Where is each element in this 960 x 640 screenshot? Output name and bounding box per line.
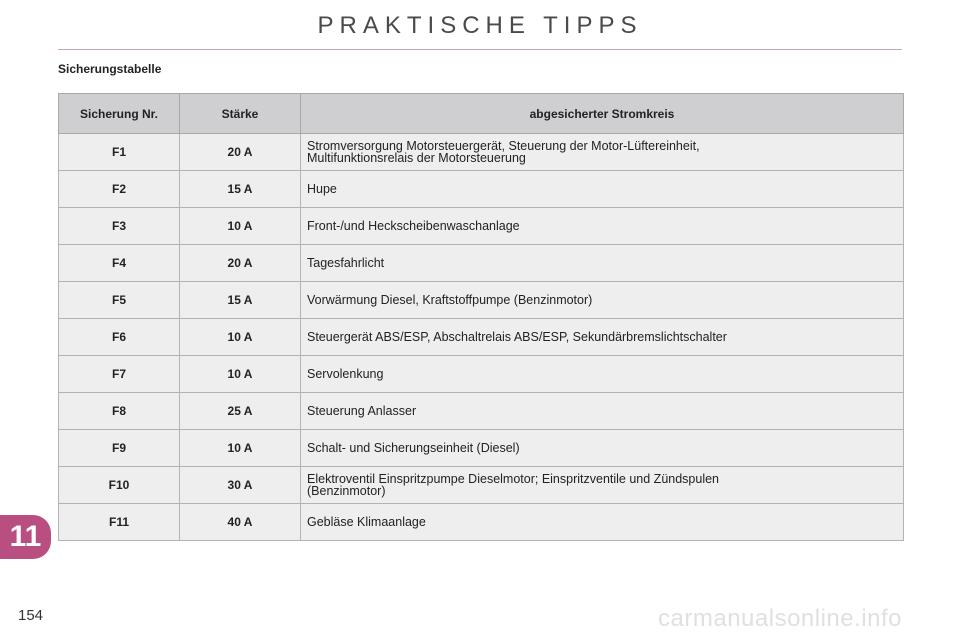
circuit-description-cell xyxy=(301,245,904,282)
circuit-description-line: Schalt- und Sicherungseinheit (Diesel) xyxy=(307,441,520,455)
circuit-description-line: Vorwärmung Diesel, Kraftstoffpumpe (Benzinmotor) xyxy=(307,293,593,307)
table-row xyxy=(59,393,904,430)
circuit-description-line: (Benzinmotor) xyxy=(307,484,386,498)
fuse-rating-cell: 20 A xyxy=(180,245,301,282)
circuit-description-cell xyxy=(301,134,904,171)
circuit-description-cell xyxy=(301,282,904,319)
fuse-rating-cell: 15 A xyxy=(180,282,301,319)
circuit-description-line: Hupe xyxy=(307,182,337,196)
page-number: 154 xyxy=(18,607,44,624)
circuit-description-cell xyxy=(301,171,904,208)
table-row xyxy=(59,356,904,393)
table-row xyxy=(59,245,904,282)
circuit-description-cell xyxy=(301,319,904,356)
page-title: PRAKTISCHE TIPPS xyxy=(317,12,643,39)
fuse-number-cell: F9 xyxy=(59,430,180,467)
circuit-description-cell xyxy=(301,208,904,245)
watermark: carmanualsonline.info xyxy=(658,605,902,632)
fuse-rating-cell: 10 A xyxy=(180,319,301,356)
column-header-circuit: abgesicherter Stromkreis xyxy=(301,94,904,134)
title-divider xyxy=(58,49,902,50)
fuse-number-cell: F10 xyxy=(59,467,180,504)
circuit-description-line: Stromversorgung Motorsteuergerät, Steuerung der Motor-Lüftereinheit, xyxy=(307,139,700,153)
circuit-description-cell xyxy=(301,467,904,504)
circuit-description-line: Servolenkung xyxy=(307,367,384,381)
table-row xyxy=(59,134,904,171)
table-row xyxy=(59,282,904,319)
circuit-description-cell xyxy=(301,504,904,541)
fuse-number-cell: F8 xyxy=(59,393,180,430)
circuit-description-line: Tagesfahrlicht xyxy=(307,256,385,270)
fuse-number-cell: F7 xyxy=(59,356,180,393)
table-header-row xyxy=(59,94,904,134)
fuse-number-cell: F4 xyxy=(59,245,180,282)
fuse-rating-cell: 15 A xyxy=(180,171,301,208)
table-row xyxy=(59,430,904,467)
circuit-description-line: Steuergerät ABS/ESP, Abschaltrelais ABS/ESP, Sekundärbremslichtschalter xyxy=(307,330,727,344)
fuse-number-cell: F11 xyxy=(59,504,180,541)
table-row xyxy=(59,208,904,245)
table-row xyxy=(59,467,904,504)
circuit-description-line: Gebläse Klimaanlage xyxy=(307,515,426,529)
fuse-rating-cell: 10 A xyxy=(180,430,301,467)
column-header-fuse-number: Sicherung Nr. xyxy=(59,94,180,134)
fuse-number-cell: F5 xyxy=(59,282,180,319)
circuit-description-cell xyxy=(301,393,904,430)
fuse-rating-cell: 10 A xyxy=(180,208,301,245)
fuse-rating-cell: 20 A xyxy=(180,134,301,171)
table-row xyxy=(59,171,904,208)
chapter-tab: 11 xyxy=(0,515,51,559)
section-heading: Sicherungstabelle xyxy=(58,62,162,76)
circuit-description-line: Steuerung Anlasser xyxy=(307,404,417,418)
fuse-number-cell: F2 xyxy=(59,171,180,208)
fuse-rating-cell: 10 A xyxy=(180,356,301,393)
fuse-number-cell: F6 xyxy=(59,319,180,356)
fuse-rating-cell: 30 A xyxy=(180,467,301,504)
circuit-description-line: Multifunktionsrelais der Motorsteuerung xyxy=(307,151,526,165)
fuse-table-body xyxy=(59,134,904,541)
table-row xyxy=(59,504,904,541)
column-header-rating: Stärke xyxy=(180,94,301,134)
fuse-table xyxy=(58,93,904,541)
fuse-number-cell: F3 xyxy=(59,208,180,245)
table-row xyxy=(59,319,904,356)
circuit-description-line: Front-/und Heckscheibenwaschanlage xyxy=(307,219,520,233)
circuit-description-cell xyxy=(301,356,904,393)
circuit-description-line: Elektroventil Einspritzpumpe Dieselmotor; Einspritzventile und Zündspulen xyxy=(307,472,720,486)
fuse-number-cell: F1 xyxy=(59,134,180,171)
fuse-rating-cell: 40 A xyxy=(180,504,301,541)
circuit-description-cell xyxy=(301,430,904,467)
fuse-rating-cell: 25 A xyxy=(180,393,301,430)
